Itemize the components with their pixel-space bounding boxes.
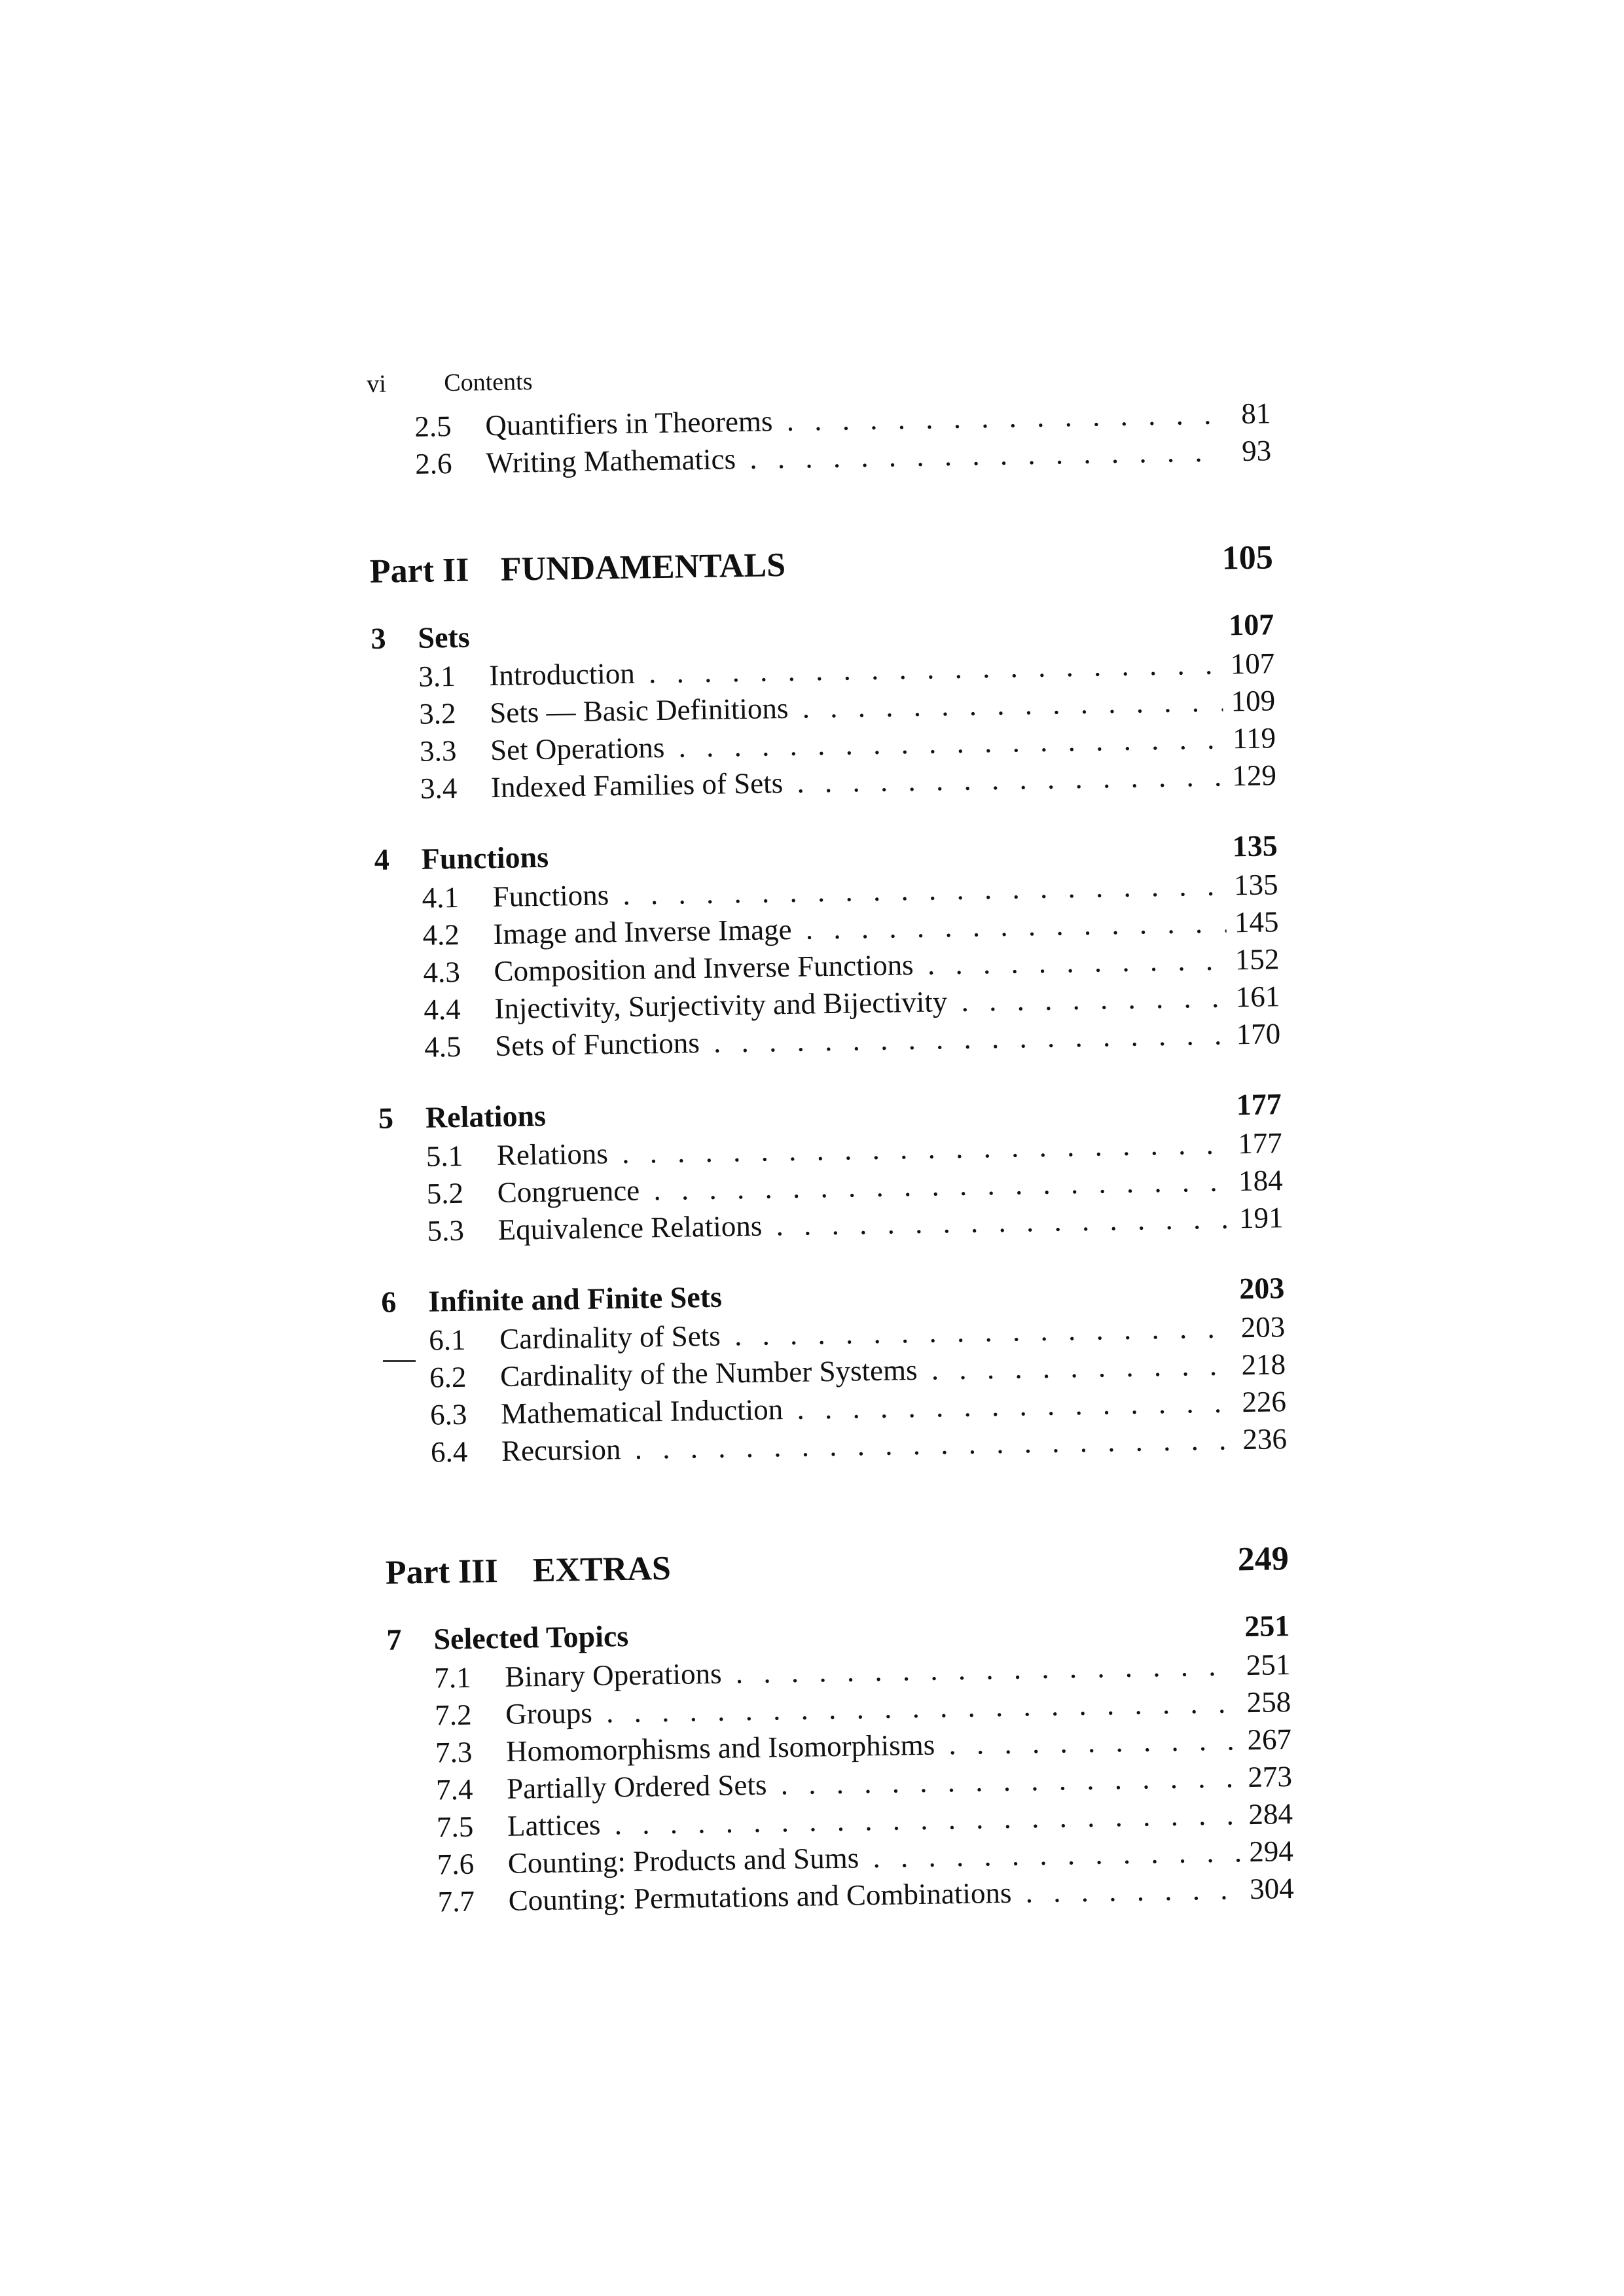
section-page: 236 [1242,1422,1288,1456]
section-page: 184 [1238,1164,1284,1198]
section-title: Injectivity, Surjectivity and Bijectivity [494,985,948,1026]
part-page: 249 [1237,1540,1290,1579]
contents-page [367,355,1294,1921]
section-title: Binary Operations [504,1657,722,1693]
section-number: 4.3 [423,955,461,989]
section-title: Writing Mathematics [485,442,736,480]
section-page: 251 [1246,1648,1291,1682]
chapter-title: Selected Topics [433,1619,629,1656]
section-title: Partially Ordered Sets [506,1768,767,1805]
section-title: Functions [492,878,609,914]
section-number: 5.1 [425,1139,463,1173]
section-number: 7.1 [434,1660,472,1695]
section-page: 119 [1232,721,1276,755]
section-title: Lattices [507,1808,601,1842]
section-title: Mathematical Induction [500,1393,784,1430]
section-title: Recursion [501,1433,621,1467]
section-number: 7.6 [437,1847,475,1881]
section-page: 226 [1242,1385,1287,1419]
section-title: Counting: Permutations and Combinations [508,1876,1012,1917]
section-number: 3.3 [419,734,457,768]
part-page: 105 [1221,539,1274,577]
section-number: 6.4 [430,1435,468,1469]
section-number: 4.2 [422,918,460,952]
section-title: Sets of Functions [494,1026,700,1063]
section-page: 304 [1249,1872,1295,1906]
section-title: Quantifiers in Theorems [484,404,773,442]
chapter-number: 3 [370,621,386,655]
section-page: 191 [1238,1201,1284,1235]
chapter-title: Relations [425,1098,547,1134]
chapter-title: Infinite and Finite Sets [427,1280,723,1318]
section-number: 3.2 [418,696,456,730]
section-title: Equivalence Relations [497,1209,763,1247]
section-number: 7.5 [436,1810,474,1844]
section-title: Cardinality of the Number Systems [499,1353,918,1393]
section-title: Congruence [497,1174,640,1210]
section-page: 284 [1248,1797,1293,1831]
section-page: 93 [1241,434,1272,468]
part-title: EXTRAS [532,1549,672,1590]
chapter-page: 177 [1236,1087,1282,1122]
section-page: 152 [1235,942,1280,977]
section-number: 7.2 [434,1698,472,1732]
part-title: FUNDAMENTALS [500,546,786,588]
section-title: Groups [505,1696,593,1731]
part-label: Part II [369,551,469,590]
section-page: 161 [1235,980,1280,1014]
chapter-page: 135 [1232,829,1278,863]
section-page: 267 [1247,1723,1292,1757]
section-page: 107 [1230,647,1275,681]
section-page: 203 [1240,1310,1286,1344]
section-number: 7.4 [435,1772,473,1806]
section-number: 4.4 [423,992,461,1026]
chapter-number: 5 [378,1101,394,1135]
section-title: Homomorphisms and Isomorphisms [505,1728,935,1768]
section-title: Counting: Products and Sums [507,1841,859,1880]
chapter-page: 107 [1228,607,1274,642]
running-title: Contents [444,368,533,397]
section-page: 294 [1248,1835,1294,1869]
section-page: 218 [1241,1348,1286,1382]
section-page: 135 [1233,868,1278,902]
chapter-title: Functions [421,840,549,876]
section-number: 5.2 [426,1176,464,1210]
section-page: 109 [1231,684,1276,718]
section-title: Composition and Inverse Functions [494,948,914,988]
chapter-number: 4 [374,842,390,876]
section-title: Introduction [488,656,636,692]
part-label: Part III [385,1552,499,1592]
folio: vi [367,370,387,398]
chapter-number: 6 [380,1285,397,1319]
section-number: 6.3 [429,1397,467,1431]
section-page: 170 [1236,1017,1281,1051]
section-number: 2.5 [414,409,452,443]
section-number: 3.1 [418,659,456,693]
section-page: 258 [1246,1685,1291,1719]
section-number: 7.3 [435,1735,473,1769]
section-number: 3.4 [420,771,458,805]
section-number: 2.6 [414,446,452,480]
section-title: Cardinality of Sets [499,1319,721,1355]
section-number: 4.5 [424,1030,461,1064]
section-title: Image and Inverse Image [493,912,792,951]
chapter-title: Sets [418,620,471,655]
section-title: Sets — Basic Definitions [489,691,789,730]
section-title: Relations [496,1137,609,1172]
section-number: 5.3 [427,1213,465,1247]
section-page: 81 [1240,397,1271,431]
section-number: 7.7 [437,1884,475,1918]
section-number: 6.2 [429,1360,467,1394]
section-page: 273 [1248,1760,1293,1794]
section-number: 4.1 [422,880,460,914]
section-page: 145 [1234,905,1279,939]
section-title: Indexed Families of Sets [490,766,784,804]
section-page: 129 [1232,759,1277,793]
chapter-number: 7 [386,1623,402,1657]
section-page: 177 [1237,1126,1283,1160]
section-title: Set Operations [490,730,665,767]
chapter-page: 203 [1238,1271,1285,1306]
section-number: 6.1 [428,1323,466,1357]
chapter-page: 251 [1244,1609,1290,1643]
